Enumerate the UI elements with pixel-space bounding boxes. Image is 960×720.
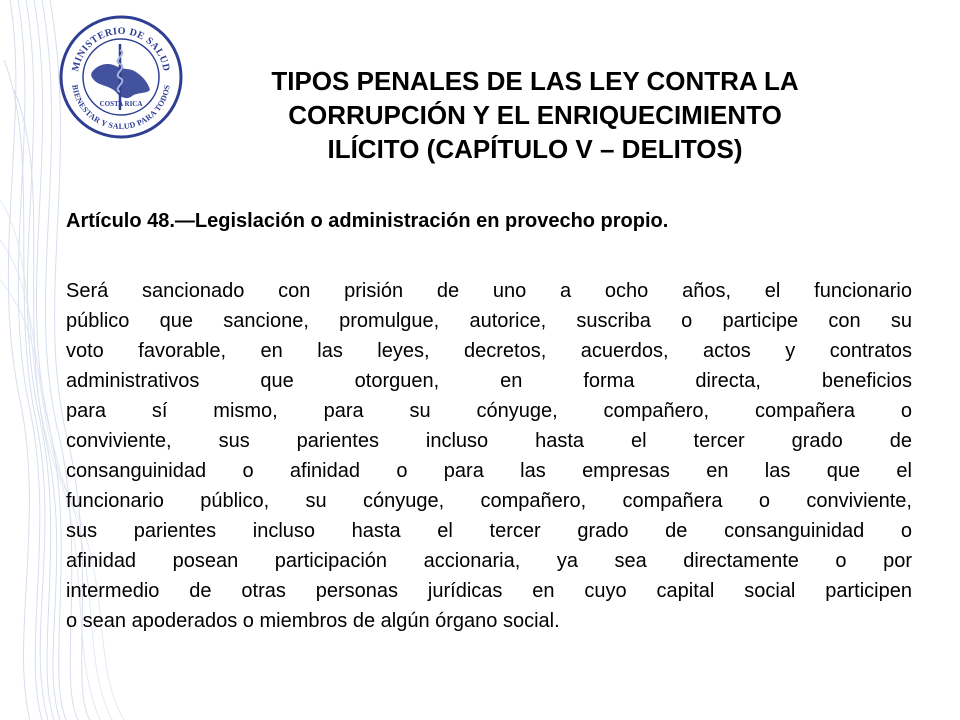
svg-text:MINISTERIO DE SALUD: MINISTERIO DE SALUD [70,25,172,73]
body-line: intermedio de otras personas jurídicas en cuyo capital social participen [66,580,912,602]
body-line: administrativos que otorguen, en forma directa, beneficios [66,370,912,392]
body-line: voto favorable, en las leyes, decretos, acuerdos, actos y contratos [66,340,912,362]
body-line: para sí mismo, para su cónyuge, compañero, compañera o [66,400,912,422]
svg-text:BIENESTAR Y SALUD PARA TODOS: BIENESTAR Y SALUD PARA TODOS [70,83,172,132]
title-line: ILÍCITO (CAPÍTULO V – DELITOS) [327,134,743,164]
body-line: público que sancione, promulgue, autorice, suscriba o participe con su [66,310,912,332]
title-line: TIPOS PENALES DE LAS LEY CONTRA LA [271,66,799,96]
body-line: consanguinidad o afinidad o para las empresas en las que el [66,460,912,482]
body-line: conviviente, sus parientes incluso hasta el tercer grado de [66,430,912,452]
body-line: afinidad posean participación accionaria, ya sea directamente o por [66,550,912,572]
body-line: sus parientes incluso hasta el tercer grado de consanguinidad o [66,520,912,542]
svg-text:COSTA RICA: COSTA RICA [99,100,143,108]
body-line: o sean apoderados o miembros de algún órgano social. [66,610,560,632]
article-heading: Artículo 48.—Legislación o administración en provecho propio. [66,210,669,232]
body-line: Será sancionado con prisión de uno a ocho años, el funcionario [66,280,912,302]
ministerio-de-salud-logo [58,14,184,140]
article-body [66,276,912,636]
title-line: CORRUPCIÓN Y EL ENRIQUECIMIENTO [288,100,782,130]
body-line: funcionario público, su cónyuge, compañero, compañera o conviviente, [66,490,912,512]
slide-title [190,64,880,166]
